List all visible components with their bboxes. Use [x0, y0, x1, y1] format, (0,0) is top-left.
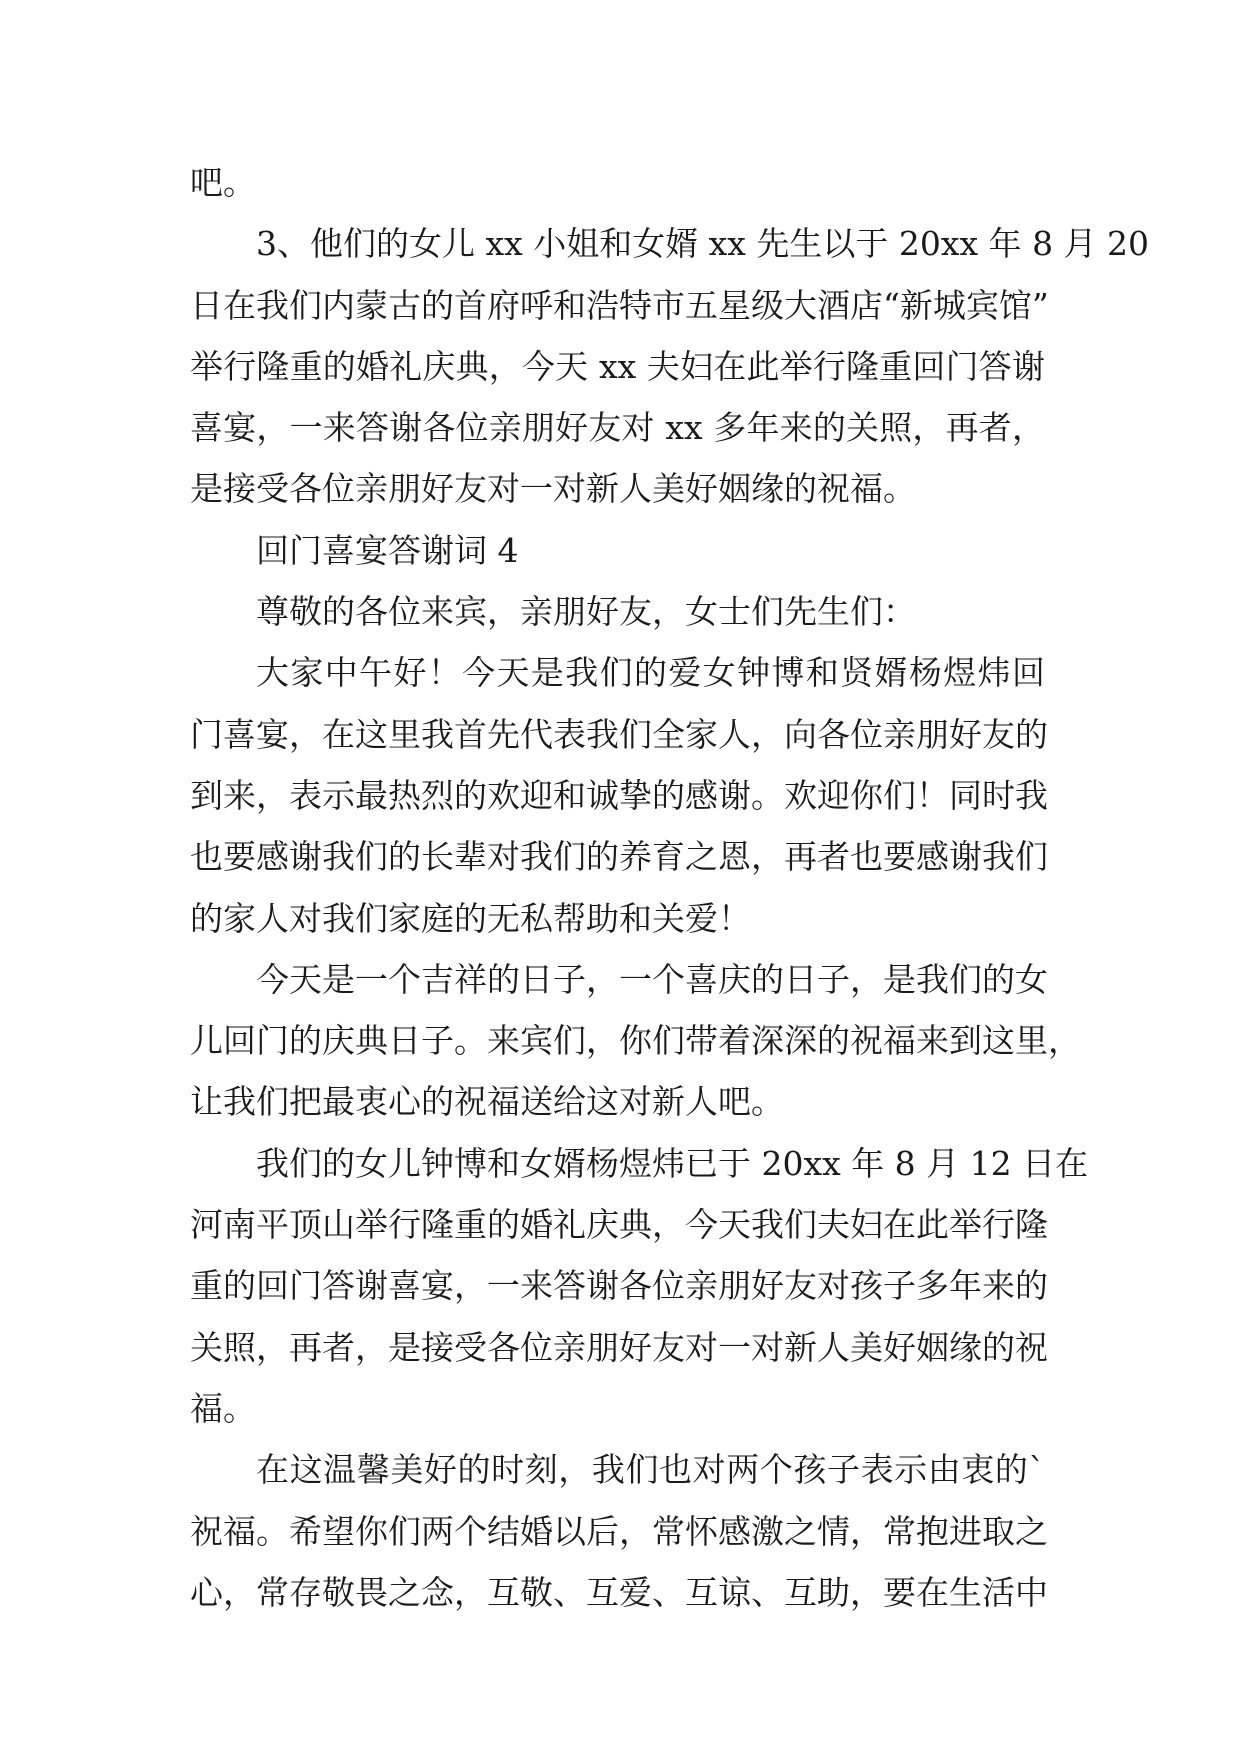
text-line: 儿回门的庆典日子。来宾们，你们带着深深的祝福来到这里， [190, 1021, 1081, 1061]
text-line: 心，常存敬畏之念，互敬、互爱、互谅、互助，要在生活中 [190, 1572, 1048, 1612]
text-line: 到来，表示最热烈的欢迎和诚挚的感谢。欢迎你们！同时我 [190, 775, 1048, 815]
text-line: 举行隆重的婚礼庆典，今天 xx 夫妇在此举行隆重回门答谢 [190, 346, 1045, 386]
section-heading: 回门喜宴答谢词 4 [256, 530, 519, 570]
text-line: 3、他们的女儿 xx 小姐和女婿 xx 先生以于 20xx 年 8 月 20 [256, 224, 1150, 264]
document-body [190, 152, 1150, 1623]
text-line: 重的回门答谢喜宴，一来答谢各位亲朋好友对孩子多年来的 [190, 1266, 1048, 1306]
text-line: 也要感谢我们的长辈对我们的养育之恩，再者也要感谢我们 [190, 837, 1048, 877]
text-line: 让我们把最衷心的祝福送给这对新人吧。 [190, 1082, 784, 1122]
text-line: 在这温馨美好的时刻，我们也对两个孩子表示由衷的` [256, 1450, 1045, 1490]
text-line: 日在我们内蒙古的首府呼和浩特市五星级大酒店“新城宾馆” [190, 285, 1049, 325]
salutation-line: 尊敬的各位来宾，亲朋好友，女士们先生们： [256, 592, 916, 632]
text-line: 的家人对我们家庭的无私帮助和关爱！ [190, 898, 751, 938]
text-line: 我们的女儿钟博和女婿杨煜炜已于 20xx 年 8 月 12 日在 [256, 1143, 1089, 1183]
text-line: 门喜宴，在这里我首先代表我们全家人，向各位亲朋好友的 [190, 714, 1048, 754]
text-line: 今天是一个吉祥的日子，一个喜庆的日子，是我们的女 [256, 959, 1048, 999]
text-line: 大家中午好！今天是我们的爱女钟博和贤婿杨煜炜回 [256, 653, 1045, 693]
text-line: 祝福。希望你们两个结婚以后，常怀感激之情，常抱进取之 [190, 1511, 1048, 1551]
text-line: 喜宴，一来答谢各位亲朋好友对 xx 多年来的关照，再者， [190, 408, 1045, 448]
text-line: 福。 [190, 1388, 256, 1428]
text-line: 关照，再者，是接受各位亲朋好友对一对新人美好姻缘的祝 [190, 1327, 1048, 1367]
text-line: 河南平顶山举行隆重的婚礼庆典，今天我们夫妇在此举行隆 [190, 1205, 1048, 1245]
text-line: 是接受各位亲朋好友对一对新人美好姻缘的祝福。 [190, 469, 916, 509]
text-line: 吧。 [190, 163, 256, 202]
